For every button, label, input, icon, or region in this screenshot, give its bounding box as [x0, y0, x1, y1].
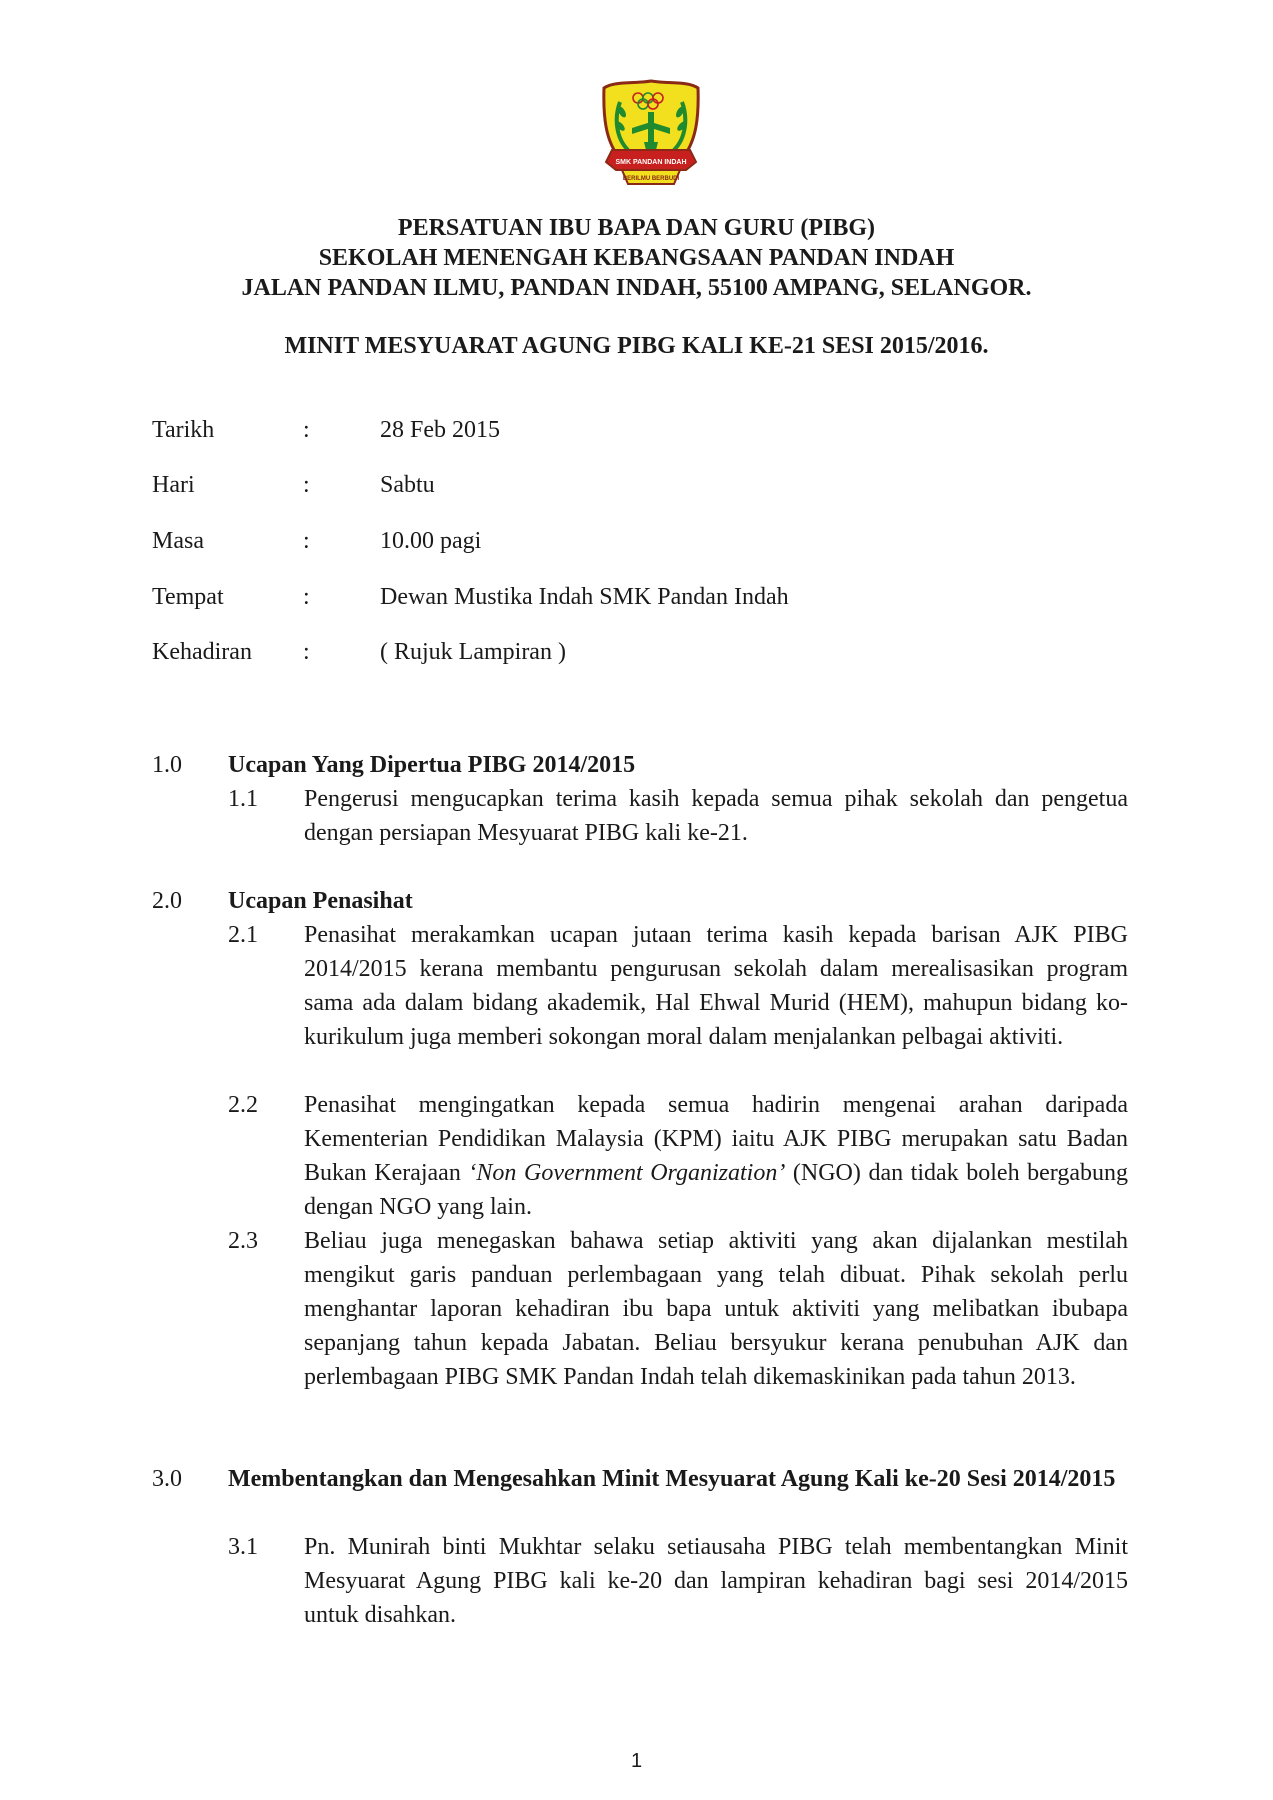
meta-value: ( Rujuk Lampiran ) [380, 639, 566, 665]
organization-header [0, 213, 1273, 303]
section-number: 2.0 [152, 888, 182, 914]
item-number: 2.3 [228, 1228, 258, 1254]
item-number: 1.1 [228, 786, 258, 812]
item-text: Penasihat merakamkan ucapan jutaan terima kasih kepada barisan AJK PIBG 2014/2015 kerana membantu pengurusan sekolah dalam merealisasikan program sama ada dalam bidang akademik, Hal Ehwal Murid (HEM), mahupun bidang ko-kurikulum juga memberi sokongan moral dalam menjalankan pelbagai aktiviti. [304, 922, 1128, 1050]
meta-value: Dewan Mustika Indah SMK Pandan Indah [380, 584, 789, 610]
meta-colon: : [303, 528, 310, 554]
item-text: Pengerusi mengucapkan terima kasih kepada semua pihak sekolah dan pengetua dengan persiapan Mesyuarat PIBG kali ke-21. [304, 786, 1128, 846]
section-number: 1.0 [152, 752, 182, 778]
header-line-3: JALAN PANDAN ILMU, PANDAN INDAH, 55100 AMPANG, SELANGOR. [241, 275, 1032, 301]
meta-label: Kehadiran [152, 639, 252, 665]
meta-colon: : [303, 472, 310, 498]
item-text-italic: ‘Non Government Organization’ [468, 1160, 786, 1186]
section-heading: Ucapan Penasihat [228, 888, 413, 914]
meta-value: 28 Feb 2015 [380, 417, 500, 443]
meta-label: Masa [152, 528, 204, 554]
meta-value: Sabtu [380, 472, 435, 498]
meta-label: Tarikh [152, 417, 215, 443]
item-text: Beliau juga menegaskan bahawa setiap aktiviti yang akan dijalankan mestilah mengikut garis panduan perlembagaan yang telah dibuat. Pihak sekolah perlu menghantar laporan kehadiran ibu bapa untuk aktiviti yang melibatkan ibubapa sepanjang tahun kepada Jabatan. Beliau bersyukur kerana penubuhan AJK dan perlembagaan PIBG SMK Pandan Indah telah dikemaskinikan pada tahun 2013. [304, 1228, 1128, 1390]
section-heading: Membentangkan dan Mengesahkan Minit Mesyuarat Agung Kali ke-20 Sesi 2014/2015 [228, 1466, 1116, 1492]
page-number: 1 [630, 1750, 643, 1772]
section-number: 3.0 [152, 1466, 182, 1492]
header-line-2: SEKOLAH MENENGAH KEBANGSAAN PANDAN INDAH [318, 245, 955, 271]
item-number: 3.1 [228, 1534, 258, 1560]
meta-colon: : [303, 639, 310, 665]
item-text [304, 1088, 1128, 1224]
header-line-1: PERSATUAN IBU BAPA DAN GURU (PIBG) [397, 215, 876, 241]
meta-value: 10.00 pagi [380, 528, 482, 554]
meta-colon: : [303, 584, 310, 610]
section-heading: Ucapan Yang Dipertua PIBG 2014/2015 [228, 752, 636, 778]
meta-label: Tempat [152, 584, 224, 610]
item-number: 2.1 [228, 922, 258, 948]
item-text-part: (NGO) dan tidak boleh bergabung dengan NGO yang lain. [304, 1160, 1129, 1220]
document-title: MINIT MESYUARAT AGUNG PIBG KALI KE-21 SESI 2015/2016. [284, 333, 989, 359]
crest-banner-top: SMK PANDAN INDAH [615, 159, 687, 166]
school-crest-icon [600, 78, 702, 192]
meta-colon: : [303, 417, 310, 443]
meta-label: Hari [152, 472, 195, 498]
item-text: Pn. Munirah binti Mukhtar selaku setiausaha PIBG telah membentangkan Minit Mesyuarat Agung PIBG kali ke-20 dan lampiran kehadiran bagi sesi 2014/2015 untuk disahkan. [304, 1534, 1128, 1628]
item-number: 2.2 [228, 1092, 258, 1118]
crest-banner-bottom: BERILMU BERBUDI [622, 176, 680, 182]
item-text-part: Penasihat mengingatkan kepada semua hadirin mengenai arahan daripada Kementerian Pendidikan Malaysia (KPM) iaitu AJK PIBG merupakan satu Badan Bukan Kerajaan [304, 1092, 1128, 1186]
